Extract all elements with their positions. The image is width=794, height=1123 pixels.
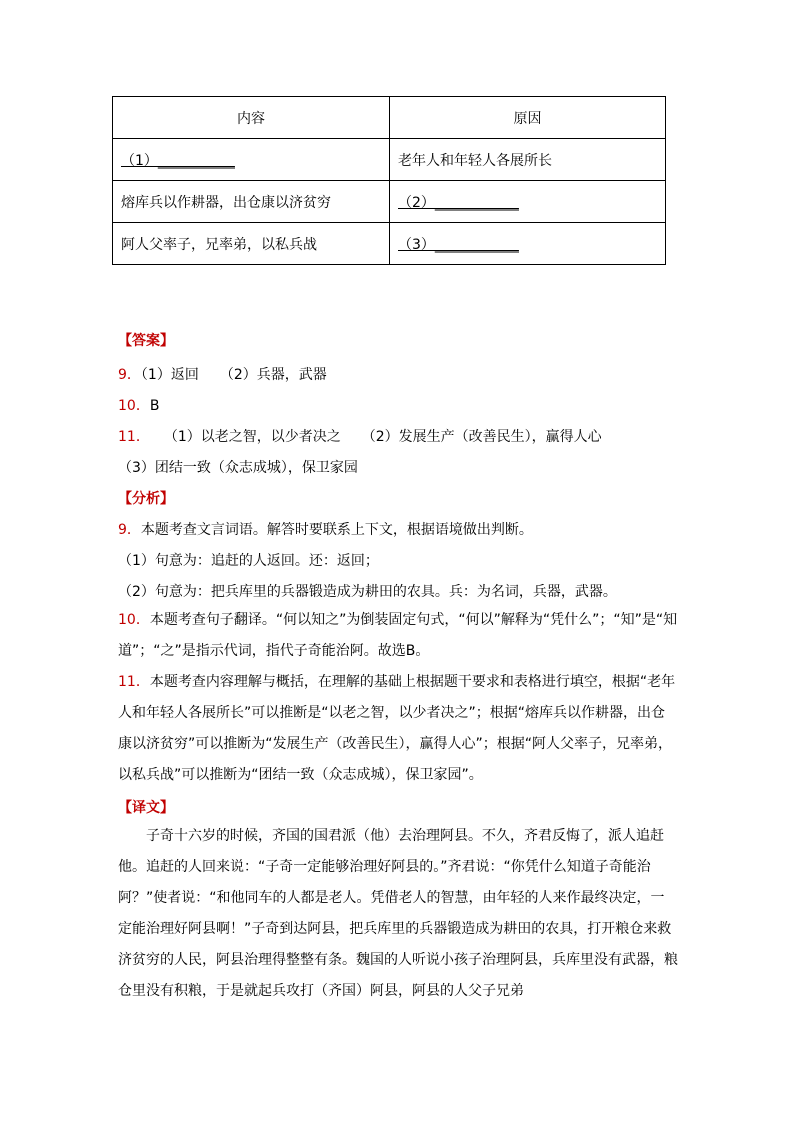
table-cell [390, 181, 666, 223]
analysis-9-1: （1）句意为：追赶的人返回。还：返回； [118, 553, 379, 569]
analysis-11 [118, 667, 678, 791]
answer-11 [118, 426, 602, 446]
blank-3: （3）____________ [398, 236, 519, 253]
analysis-10-num: 10． [118, 612, 150, 628]
table-cell [390, 223, 666, 265]
table-cell [113, 139, 390, 181]
answer-9-num: 9． [118, 367, 141, 383]
answer-10-num: 10． [118, 398, 150, 414]
answer-9 [118, 364, 327, 384]
blank-1: （1）___________ [121, 152, 235, 169]
analysis-9-text: 本题考查文言词语。解答时要联系上下文，根据语境做出判断。 [140, 522, 533, 538]
analysis-9-num: 9． [118, 522, 141, 538]
blank-2: （2）____________ [398, 194, 519, 211]
translation-body: 子奇十六岁的时候，齐国的国君派（他）去治理阿县。不久，齐君反悔了，派人追赶他。追赶的人回来说：“子奇一定能够治理好阿县的。”齐君说：“你凭什么知道子奇能治阿？”使者说：“和他同车的人都是老人。凭借老人的智慧，由年轻的人来作最终决定，一定能治理好阿县啊！”子奇到达阿县，把兵库里的兵器锻造成为耕田的农具，打开粮仓来救济贫穷的人民，阿县治理得整整有条。魏国的人听说小孩子治理阿县，兵库里没有武器，粮仓里没有积粮，于是就起兵攻打（齐国）阿县，阿县的人父子兄弟 [118, 828, 678, 999]
answer-9-text: （1）返回 （2）兵器，武器 [140, 367, 327, 383]
table-cell: 老年人和年轻人各展所长 [390, 139, 666, 181]
analysis-11-num: 11． [118, 674, 150, 690]
analysis-9-2: （2）句意为：把兵库里的兵器锻造成为耕田的农具。兵：为名词，兵器，武器。 [118, 584, 617, 600]
answer-10 [118, 395, 159, 415]
table-row [113, 223, 666, 265]
table-row [113, 181, 666, 223]
analysis-10-text: 本题考查句子翻译。“何以知之”为倒装固定句式，“何以”解释为“凭什么”；“知”是“知道”；“之”是指示代词，指代子奇能治阿。故选B。 [118, 612, 678, 659]
table-header-cell: 原因 [390, 97, 666, 139]
translation-heading: 【译文】 [118, 800, 174, 816]
answer-10-text: B [149, 398, 160, 414]
table-cell: 熔库兵以作耕器，出仓康以济贫穷 [113, 181, 390, 223]
analysis-heading: 【分析】 [118, 491, 174, 507]
answer-11-text: （1）以老之智，以少者决之 （2）发展生产（改善民生），赢得人心 [142, 429, 602, 445]
analysis-11-text: 本题考查内容理解与概括，在理解的基础上根据题干要求和表格进行填空，根据“老年人和年轻人各展所长”可以推断是“以老之智，以少者决之”；根据“熔库兵以作耕器，出仓康以济贫穷”可以推断为“发展生产（改善民生），赢得人心”；根据“阿人父率子，兄率弟，以私兵战”可以推断为“团结一致（众志成城），保卫家园”。 [118, 674, 676, 783]
table-row [113, 139, 666, 181]
fill-in-table [112, 96, 666, 265]
answer-heading: 【答案】 [118, 333, 174, 349]
table-header-row [113, 97, 666, 139]
answer-11-cont: （3）团结一致（众志成城），保卫家园 [118, 460, 358, 476]
answer-11-num: 11． [118, 429, 143, 445]
table-header-cell: 内容 [113, 97, 390, 139]
table-cell: 阿人父率子，兄率弟，以私兵战 [113, 223, 390, 265]
analysis-10 [118, 605, 678, 667]
analysis-9 [118, 519, 533, 539]
